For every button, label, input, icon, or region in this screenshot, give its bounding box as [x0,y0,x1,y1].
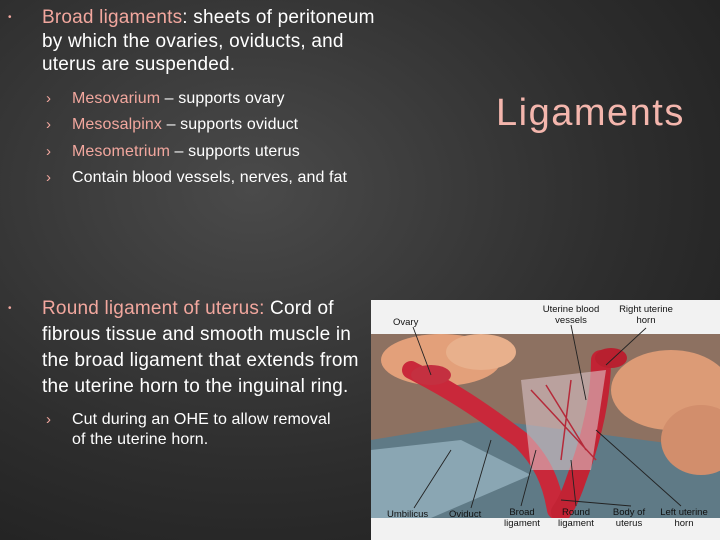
label-right-uterine-horn: Right uterine horn [619,304,673,326]
round-ligament-term: Round ligament of uterus: [42,298,265,319]
label-uterine-blood-vessels: Uterine blood vessels [542,304,600,326]
label-round-ligament: Round ligament [558,507,594,529]
sub-item-text: – supports uterus [170,142,300,160]
anatomy-photo [371,300,720,540]
bullet-icon: • [8,303,12,314]
broad-ligaments-bullet [0,6,380,195]
broad-ligaments-text [0,6,380,77]
broad-ligaments-definition: : sheets of peritoneum by which the ovaries, oviducts, and uterus are suspended. [42,7,375,75]
round-ligament-definition: Cord of fibrous tissue and smooth muscle in the broad ligament that extends from the uterine horn to the inguinal ring. [42,298,359,397]
sub-item-mesometrium [0,142,380,162]
slide-title: Ligaments [496,92,685,134]
chevron-right-icon: › [46,89,52,107]
sub-item-text: Cut during an OHE to allow removal of the uterine horn. [72,411,331,448]
label-body-of-uterus: Body of uterus [612,507,646,529]
sub-item-mesosalpinx [0,115,380,135]
round-ligament-sublist [0,410,372,449]
chevron-right-icon: › [46,169,52,186]
label-left-uterine-horn: Left uterine horn [660,507,708,529]
sub-item-term: Mesosalpinx [72,116,163,133]
label-broad-ligament: Broad ligament [504,507,540,529]
chevron-right-icon: › [46,116,52,133]
sub-item-ohe [0,410,332,449]
sub-item-contents [0,168,362,188]
sub-item-mesovarium [0,89,380,109]
chevron-right-icon: › [46,142,52,160]
label-ovary: Ovary [393,317,419,328]
anatomy-photo-illustration [371,300,720,540]
round-ligament-text [0,296,372,400]
broad-ligaments-term: Broad ligaments [42,7,183,28]
sub-item-term: Mesovarium [72,89,161,107]
sub-item-term: Mesometrium [72,142,171,160]
label-oviduct: Oviduct [449,509,482,520]
round-ligament-bullet [0,296,372,456]
bullet-icon: • [8,12,12,23]
broad-ligaments-sublist [0,89,380,188]
sub-item-text: – supports oviduct [162,116,299,133]
label-umbilicus: Umbilicus [387,509,429,520]
sub-item-text: – supports ovary [160,89,285,107]
chevron-right-icon: › [46,411,52,428]
sub-item-text: Contain blood vessels, nerves, and fat [72,169,348,186]
